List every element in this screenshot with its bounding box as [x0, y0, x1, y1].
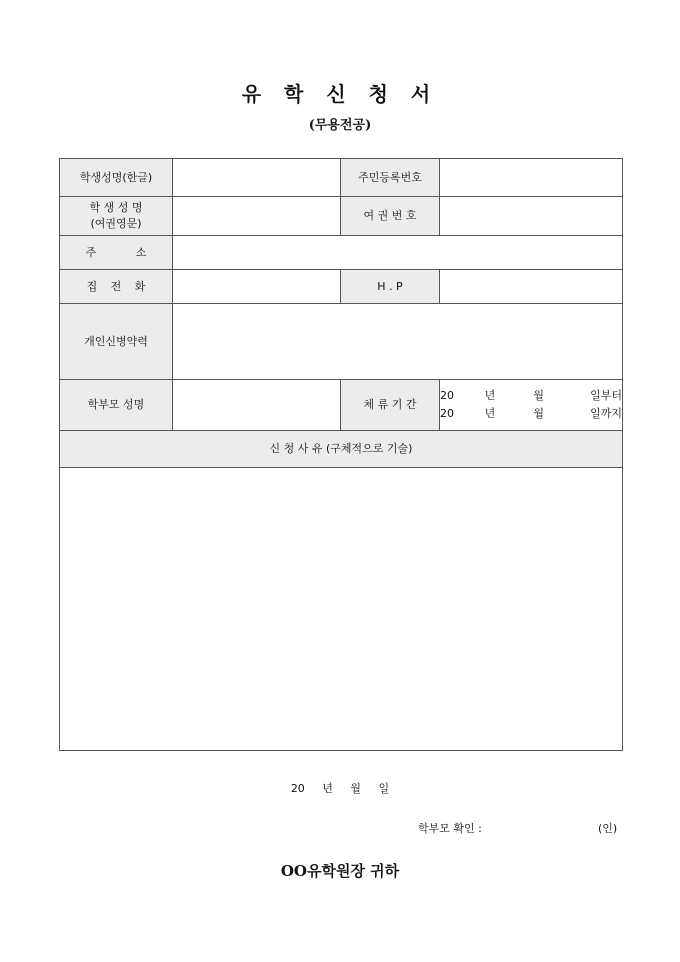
mobile-phone-field[interactable] [440, 270, 623, 304]
addressee: OO유학원장 귀하 [280, 862, 400, 880]
home-phone-label: 집 전 화 [60, 270, 173, 304]
student-name-korean-label: 학생성명(한글) [60, 159, 173, 197]
period-end-row [440, 405, 622, 423]
student-name-passport-line1: 학 생 성 명 [89, 201, 143, 214]
period-start-day-unit: 일부터 [590, 389, 622, 402]
reason-field[interactable] [60, 468, 623, 751]
address-field[interactable] [173, 236, 623, 270]
period-start-year-unit: 년 [484, 389, 496, 402]
document-title: 유 학 신 청 서 [241, 82, 439, 106]
resident-number-field[interactable] [440, 159, 623, 197]
period-end-day-unit: 일까지 [590, 407, 622, 420]
period-end-month-unit: 월 [533, 407, 544, 420]
home-phone-field[interactable] [173, 270, 341, 304]
parent-name-field[interactable] [173, 380, 341, 431]
period-end-year: 20 [440, 407, 454, 420]
mobile-phone-label: H . P [341, 270, 440, 304]
seal-mark: (인) [598, 822, 618, 835]
stay-period-field[interactable] [440, 380, 623, 431]
passport-number-field[interactable] [440, 197, 623, 236]
application-date: 20 년 월 일 [290, 782, 390, 795]
student-name-passport-label [60, 197, 173, 236]
dance-history-field[interactable] [173, 304, 623, 380]
student-name-passport-field[interactable] [173, 197, 341, 236]
stay-period-label: 체 류 기 간 [341, 380, 440, 431]
parent-name-label: 학부모 성명 [60, 380, 173, 431]
parent-confirm-label: 학부모 확인 : [418, 822, 482, 835]
period-start-row [440, 387, 622, 405]
period-start-year: 20 [440, 389, 454, 402]
address-label: 주 소 [60, 236, 173, 270]
period-end-year-unit: 년 [484, 407, 496, 420]
dance-history-label: 개인신병약력 [60, 304, 173, 380]
application-form [59, 158, 623, 751]
student-name-passport-line2: (여권영문) [90, 217, 142, 230]
student-name-korean-field[interactable] [173, 159, 341, 197]
document-subtitle: (무용전공) [308, 118, 372, 133]
resident-number-label: 주민등록번호 [341, 159, 440, 197]
period-start-month-unit: 월 [533, 389, 544, 402]
passport-number-label: 여 권 번 호 [341, 197, 440, 236]
reason-header: 신 청 사 유 (구체적으로 기술) [60, 431, 623, 468]
